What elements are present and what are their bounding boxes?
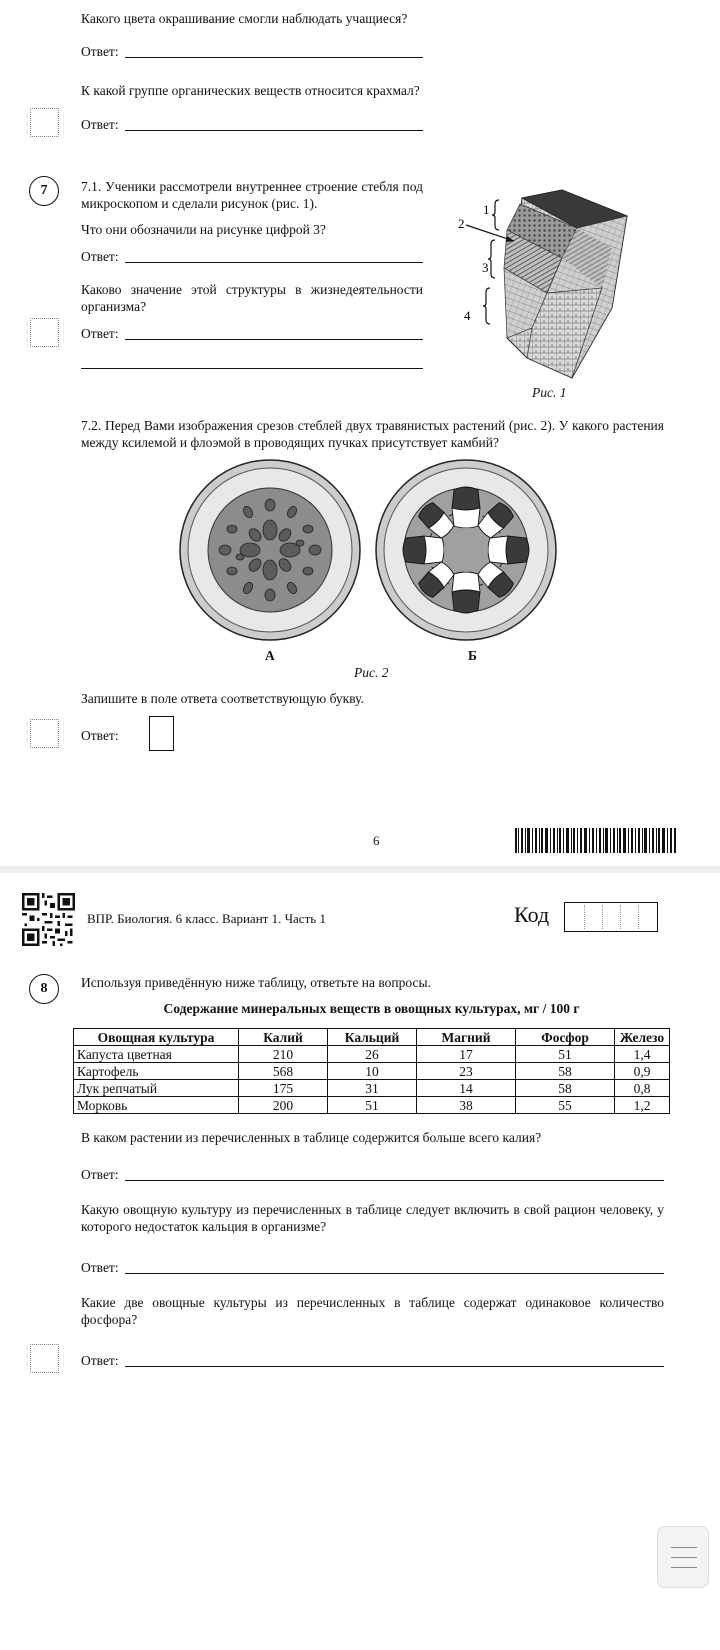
table-cell: 26 — [328, 1046, 417, 1063]
table-header-cell: Калий — [239, 1029, 328, 1046]
answer-label: Ответ: — [81, 44, 119, 59]
fig1-label-1: 1 — [483, 202, 490, 217]
table-header-cell: Кальций — [328, 1029, 417, 1046]
table-cell: 0,8 — [615, 1080, 670, 1097]
table-cell: 200 — [239, 1097, 328, 1114]
answer-line[interactable] — [125, 262, 423, 263]
q8-3-text: Какие две овощные культуры из перечисленных в таблице содержат одинаковое количество фосфора? — [81, 1295, 664, 1327]
fig2-label-b: Б — [468, 648, 477, 663]
score-box[interactable] — [30, 108, 59, 137]
question-number-8: 8 — [29, 974, 59, 1004]
answer-label: Ответ: — [81, 1260, 119, 1275]
table-cell: Лук репчатый — [74, 1080, 239, 1097]
table-cell: 1,4 — [615, 1046, 670, 1063]
kod-label: Код — [514, 902, 550, 927]
q8-intro: Используя приведённую ниже таблицу, ответьте на вопросы. — [81, 975, 431, 990]
table-cell: Картофель — [74, 1063, 239, 1080]
table-cell: 17 — [417, 1046, 516, 1063]
table-cell: 10 — [328, 1063, 417, 1080]
q7-2-text: 7.2. Перед Вами изображения срезов стеблей двух травянистых растений (рис. 2). У какого растения между ксилемой и флоэмой в проводящих пучках присутствует камбий? — [81, 418, 664, 450]
question-number-7: 7 — [29, 176, 59, 206]
minerals-table — [73, 1028, 670, 1114]
table-cell: 0,9 — [615, 1063, 670, 1080]
table-row — [74, 1046, 670, 1063]
table-cell: 58 — [516, 1080, 615, 1097]
q8-2-text: Какую овощную культуру из перечисленных в таблице следует включить в свой рацион человеку, у которого недостаток кальция в организме? — [81, 1202, 664, 1234]
score-box[interactable] — [30, 1344, 59, 1373]
page-header-title: ВПР. Биология. 6 класс. Вариант 1. Часть 1 — [87, 911, 326, 926]
table-cell: 51 — [516, 1046, 615, 1063]
qr-code-icon — [22, 893, 75, 946]
table-cell: 51 — [328, 1097, 417, 1114]
table-header-cell: Магний — [417, 1029, 516, 1046]
table-header-cell: Железо — [615, 1029, 670, 1046]
hamburger-menu-icon[interactable] — [657, 1526, 709, 1588]
score-box[interactable] — [30, 318, 59, 347]
page-number: 6 — [373, 833, 380, 848]
table-cell: 31 — [328, 1080, 417, 1097]
table-header-cell: Фосфор — [516, 1029, 615, 1046]
q7-1-question: Что они обозначили на рисунке цифрой 3? — [81, 222, 326, 237]
q8-1-text: В каком растении из перечисленных в таблице содержится больше всего калия? — [81, 1130, 542, 1145]
table-cell: 175 — [239, 1080, 328, 1097]
fig2-label-a: А — [265, 648, 275, 663]
table-cell: Капуста цветная — [74, 1046, 239, 1063]
table-cell: 38 — [417, 1097, 516, 1114]
table-row — [74, 1063, 670, 1080]
table-row — [74, 1080, 670, 1097]
stem-sections-figure — [178, 457, 568, 647]
answer-label: Ответ: — [81, 728, 119, 743]
answer-label: Ответ: — [81, 1353, 119, 1368]
stem-section-a — [180, 460, 360, 640]
table-header-cell: Овощная культура — [74, 1029, 239, 1046]
table-title: Содержание минеральных веществ в овощных культурах, мг / 100 г — [163, 1001, 580, 1016]
table-cell: 14 — [417, 1080, 516, 1097]
question-starch-text: К какой группе органических веществ относится крахмал? — [81, 83, 420, 98]
score-box[interactable] — [30, 719, 59, 748]
stem-section-b — [376, 460, 556, 640]
stem-structure-figure — [452, 188, 662, 384]
answer-label: Ответ: — [81, 249, 119, 264]
page-separator — [0, 866, 720, 873]
fig1-label-4: 4 — [464, 308, 471, 323]
question-color-text: Какого цвета окрашивание смогли наблюдать учащиеся? — [81, 11, 408, 26]
table-cell: 568 — [239, 1063, 328, 1080]
answer-line-2[interactable] — [81, 368, 423, 369]
table-cell: 55 — [516, 1097, 615, 1114]
table-cell: 23 — [417, 1063, 516, 1080]
answer-line[interactable] — [125, 1180, 664, 1181]
fig1-label-2: 2 — [458, 216, 465, 231]
fig1-caption: Рис. 1 — [532, 385, 567, 400]
answer-line[interactable] — [125, 1273, 664, 1274]
table-cell: 1,2 — [615, 1097, 670, 1114]
answer-letter-box[interactable] — [149, 716, 174, 751]
table-cell: 58 — [516, 1063, 615, 1080]
answer-line[interactable] — [125, 130, 423, 131]
barcode-icon — [515, 828, 677, 853]
fig2-caption: Рис. 2 — [354, 665, 389, 680]
fig1-label-3: 3 — [482, 260, 489, 275]
answer-label: Ответ: — [81, 326, 119, 341]
q7-1-text: 7.1. Ученики рассмотрели внутреннее строение стебля под микроскопом и сделали рисунок (рис. 1). — [81, 179, 423, 211]
kod-input-box[interactable] — [564, 902, 658, 932]
answer-line[interactable] — [125, 1366, 664, 1367]
answer-label: Ответ: — [81, 1167, 119, 1182]
table-cell: Морковь — [74, 1097, 239, 1114]
q7-2-instruction: Запишите в поле ответа соответствующую букву. — [81, 691, 364, 706]
table-cell: 210 — [239, 1046, 328, 1063]
table-header-row — [74, 1029, 670, 1046]
answer-label: Ответ: — [81, 117, 119, 132]
answer-line[interactable] — [125, 57, 423, 58]
table-row — [74, 1097, 670, 1114]
q7-1-question2: Каково значение этой структуры в жизнедеятельности организма? — [81, 282, 423, 314]
answer-line[interactable] — [125, 339, 423, 340]
